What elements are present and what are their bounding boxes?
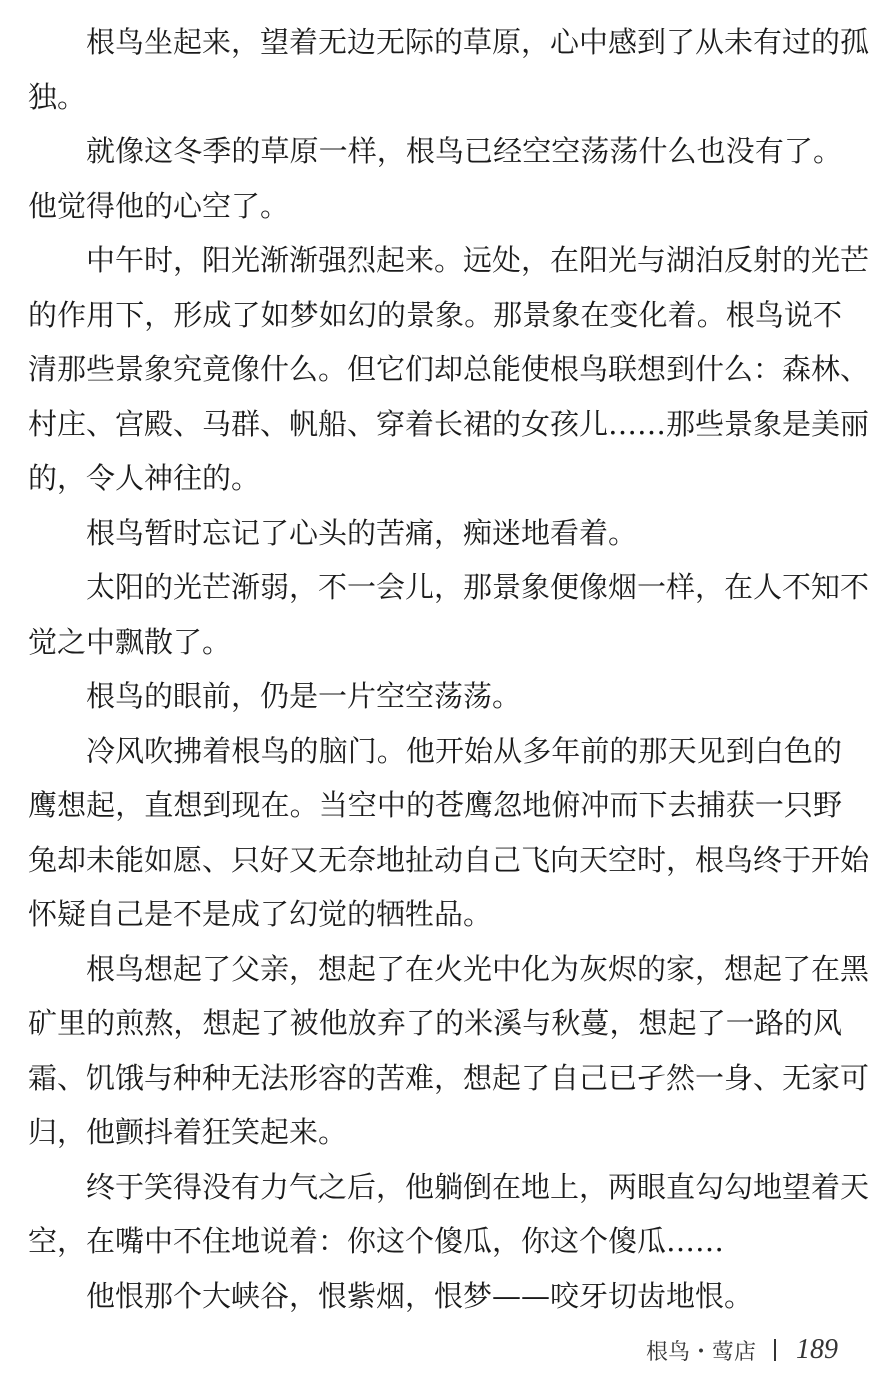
paragraph <box>28 669 842 724</box>
text-line: 冷风吹拂着根鸟的脑门。他开始从多年前的那天见到白色的 <box>86 733 842 768</box>
text-line: 觉之中飘散了。 <box>28 624 232 659</box>
text-line: 独。 <box>28 79 87 114</box>
text-line: 他恨那个大峡谷，恨紫烟，恨梦——咬牙切齿地恨。 <box>86 1278 754 1313</box>
running-title: 根鸟・莺店 <box>645 1339 756 1365</box>
text-line: 怀疑自己是不是成了幻觉的牺牲品。 <box>28 897 493 931</box>
paragraph <box>28 724 870 942</box>
text-line: 的作用下，形成了如梦如幻的景象。那景象在变化着。根鸟说不 <box>28 297 842 332</box>
text-line: 就像这冬季的草原一样，根鸟已经空空荡荡什么也没有了。 <box>86 134 842 168</box>
paragraph <box>28 942 870 1160</box>
text-line: 根鸟想起了父亲，想起了在火光中化为灰烬的家，想起了在黑 <box>86 951 870 986</box>
paragraph <box>28 1160 870 1269</box>
text-line: 空，在嘴中不住地说着：你这个傻瓜，你这个傻瓜…… <box>28 1224 725 1258</box>
footer-separator <box>774 1339 776 1361</box>
text-line: 中午时，阳光渐渐强烈起来。远处，在阳光与湖泊反射的光芒 <box>86 243 870 277</box>
text-line: 根鸟坐起来，望着无边无际的草原，心中感到了从未有过的孤 <box>86 25 870 59</box>
paragraph <box>28 506 842 561</box>
text-line: 的，令人神往的。 <box>28 461 261 495</box>
text-line: 根鸟暂时忘记了心头的苦痛，痴迷地看着。 <box>86 515 638 550</box>
text-line: 太阳的光芒渐弱，不一会儿，那景象便像烟一样，在人不知不 <box>86 570 870 604</box>
text-line: 归，他颤抖着狂笑起来。 <box>28 1115 348 1149</box>
text-line: 村庄、宫殿、马群、帆船、穿着长裙的女孩儿……那些景象是美丽 <box>28 406 870 441</box>
paragraph <box>28 233 870 506</box>
page-footer <box>646 1330 838 1370</box>
page-number: 189 <box>796 1334 838 1365</box>
text-line: 兔却未能如愿、只好又无奈地扯动自己飞向天空时，根鸟终于开始 <box>28 842 870 877</box>
paragraph <box>28 1269 842 1324</box>
paragraph <box>28 560 870 669</box>
text-line: 终于笑得没有力气之后，他躺倒在地上，两眼直勾勾地望着天 <box>86 1169 870 1204</box>
body-text <box>28 15 870 1323</box>
text-line: 清那些景象究竟像什么。但它们却总能使根鸟联想到什么：森林、 <box>28 352 870 386</box>
text-line: 霜、饥饿与种种无法形容的苦难，想起了自己已孑然一身、无家可 <box>28 1060 870 1095</box>
text-line: 矿里的煎熬，想起了被他放弃了的米溪与秋蔓，想起了一路的风 <box>28 1006 842 1040</box>
text-line: 他觉得他的心空了。 <box>28 188 290 223</box>
paragraph <box>28 15 870 124</box>
paragraph <box>28 124 842 233</box>
text-line: 根鸟的眼前，仍是一片空空荡荡。 <box>86 679 522 713</box>
text-line: 鹰想起，直想到现在。当空中的苍鹰忽地俯冲而下去捕获一只野 <box>28 788 842 822</box>
